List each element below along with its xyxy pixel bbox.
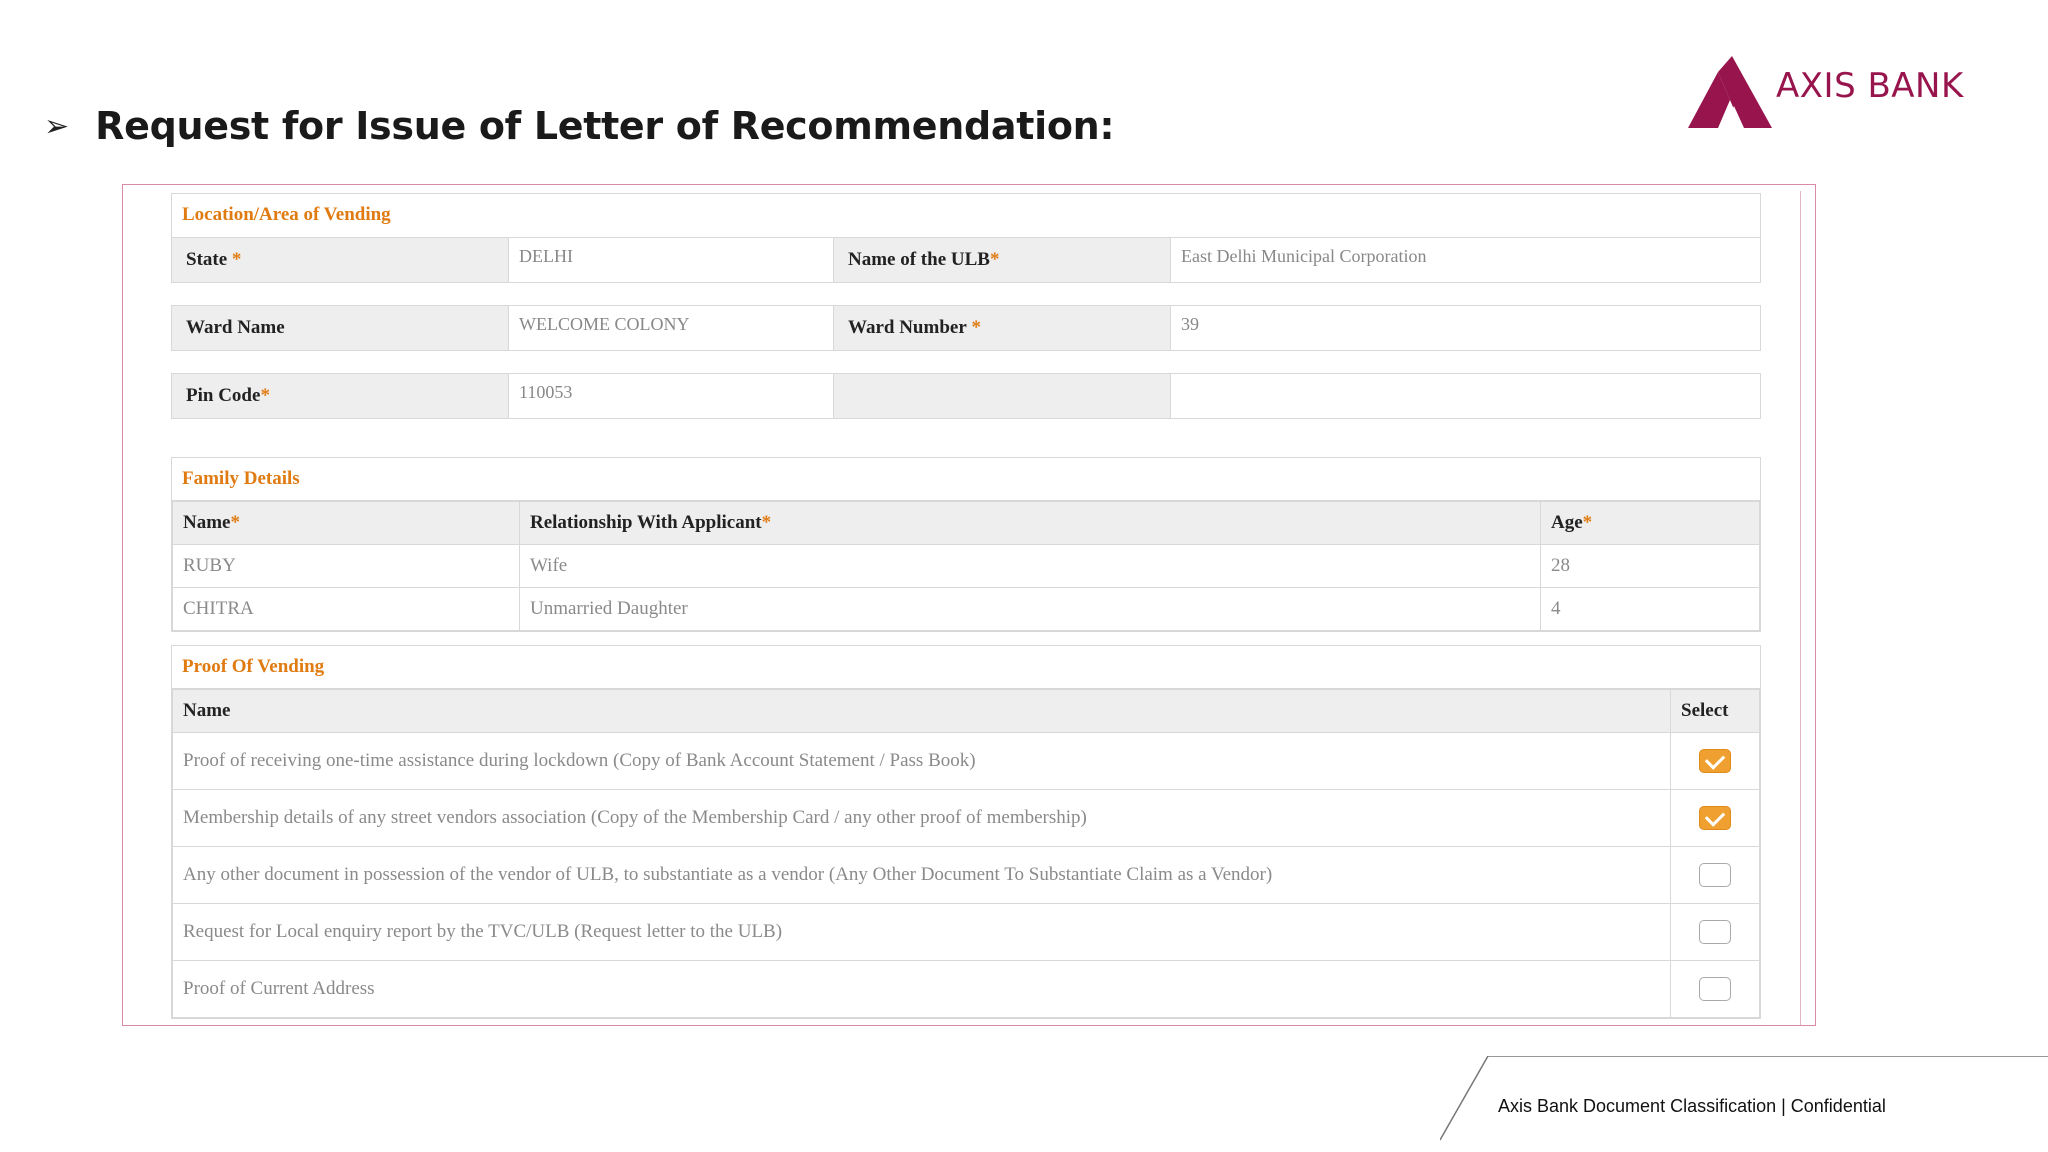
- table-row: [173, 847, 1760, 904]
- ward-row: [171, 305, 1761, 351]
- ulb-label: Name of the ULB *: [834, 238, 1170, 282]
- pin-row: [171, 373, 1761, 419]
- table-row: [173, 545, 1760, 588]
- empty-value-cell: [1170, 374, 1760, 418]
- table-row: [173, 961, 1760, 1018]
- ward-name-field[interactable]: WELCOME COLONY: [508, 306, 834, 350]
- proof-label: Proof of receiving one-time assistance during lockdown (Copy of Bank Account Statement / Pass Book): [173, 733, 1671, 790]
- pin-code-field[interactable]: 110053: [508, 374, 834, 418]
- table-row: [173, 733, 1760, 790]
- state-field[interactable]: DELHI: [508, 238, 834, 282]
- arrow-bullet-icon: ➢: [44, 108, 70, 144]
- ulb-field[interactable]: East Delhi Municipal Corporation: [1170, 238, 1760, 282]
- proof-checkbox-4[interactable]: [1699, 977, 1731, 1001]
- proof-checkbox-2[interactable]: [1699, 863, 1731, 887]
- col-select: Select: [1671, 690, 1760, 733]
- pin-code-label: Pin Code *: [172, 374, 508, 418]
- table-row: [173, 588, 1760, 631]
- state-ulb-row: [171, 237, 1761, 283]
- proof-checkbox-3[interactable]: [1699, 920, 1731, 944]
- col-age: Age*: [1541, 502, 1760, 545]
- proof-table: [172, 689, 1760, 1018]
- family-relationship-cell: Unmarried Daughter: [520, 588, 1541, 631]
- proof-label: Any other document in possession of the vendor of ULB, to substantiate as a vendor (Any Other Document To Substantiate Claim as a Vendor): [173, 847, 1671, 904]
- state-label: State *: [172, 238, 508, 282]
- col-relationship: Relationship With Applicant*: [520, 502, 1541, 545]
- family-age-cell: 28: [1541, 545, 1760, 588]
- logo-text: AXIS BANK: [1776, 66, 1964, 106]
- family-heading: Family Details: [172, 458, 1760, 501]
- family-section: [171, 457, 1761, 632]
- ward-number-label: Ward Number *: [834, 306, 1170, 350]
- footer-classification: Axis Bank Document Classification | Confidential: [1498, 1096, 1886, 1116]
- proof-checkbox-0[interactable]: [1699, 749, 1731, 773]
- form-screenshot-frame: [122, 184, 1816, 1026]
- table-row: [173, 904, 1760, 961]
- proof-checkbox-1[interactable]: [1699, 806, 1731, 830]
- table-row: [173, 790, 1760, 847]
- proof-table-header: [173, 690, 1760, 733]
- axis-bank-logo-icon: [1688, 56, 1772, 128]
- proof-label: Request for Local enquiry report by the TVC/ULB (Request letter to the ULB): [173, 904, 1671, 961]
- location-heading: Location/Area of Vending: [182, 204, 391, 225]
- family-name-cell: CHITRA: [173, 588, 520, 631]
- col-name: Name*: [173, 502, 520, 545]
- family-table: [172, 501, 1760, 631]
- proof-section: [171, 645, 1761, 1019]
- col-proof-name: Name: [173, 690, 1671, 733]
- location-section: [171, 193, 1761, 239]
- proof-heading: Proof Of Vending: [172, 646, 1760, 689]
- family-name-cell: RUBY: [173, 545, 520, 588]
- family-table-header: [173, 502, 1760, 545]
- ward-name-label: Ward Name: [172, 306, 508, 350]
- empty-label-cell: [834, 374, 1170, 418]
- family-relationship-cell: Wife: [520, 545, 1541, 588]
- proof-label: Proof of Current Address: [173, 961, 1671, 1018]
- family-age-cell: 4: [1541, 588, 1760, 631]
- page-title: Request for Issue of Letter of Recommendation:: [95, 104, 1115, 148]
- proof-label: Membership details of any street vendors association (Copy of the Membership Card / any other proof of membership): [173, 790, 1671, 847]
- slide-title-row: [44, 104, 1114, 148]
- axis-bank-logo: [1688, 56, 1964, 128]
- ward-number-field[interactable]: 39: [1170, 306, 1760, 350]
- frame-divider: [1800, 191, 1801, 1025]
